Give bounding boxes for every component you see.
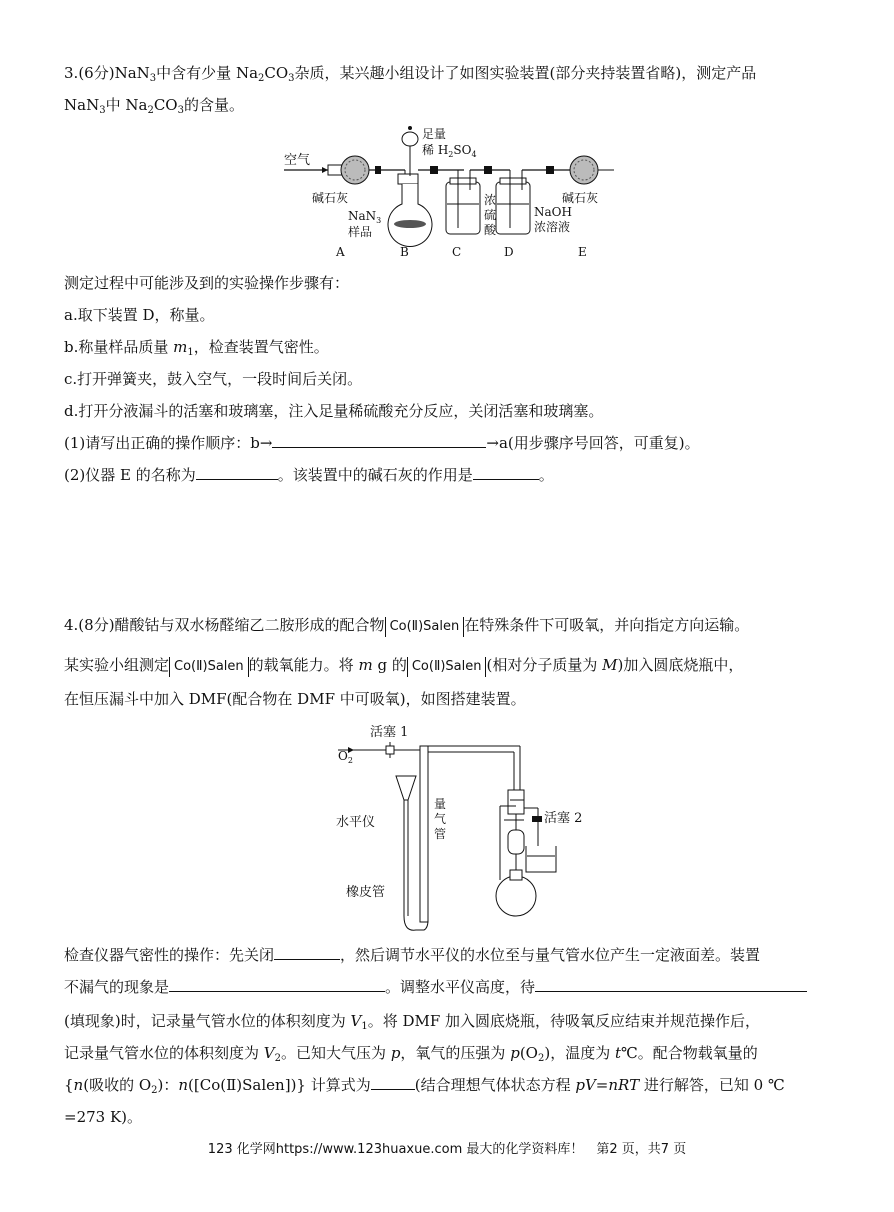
- q3-sub2: (2)仪器 E 的名称为 。该装置中的碱石灰的作用是 。: [64, 466, 554, 484]
- complex-box: Co(Ⅱ)Salen: [385, 617, 465, 637]
- answer-blank-function[interactable]: [473, 465, 539, 480]
- q3-step-b: b.称量样品质量 $m_1$，检查装置气密性。: [64, 338, 329, 358]
- q3-apparatus-figure: [270, 124, 630, 264]
- level-label: 水平仪: [336, 815, 376, 830]
- complex-box: Co(Ⅱ)Salen: [169, 657, 249, 677]
- q3-intro-line1: 3.(6分)NaN$_3$中含有少量 $Na_2CO_3$杂质，某兴趣小组设计了如图实验装置(部分夹持装置省略)，测定产品: [64, 64, 757, 84]
- q4-line1: 4.(8分)醋酸钴与双水杨醛缩乙二胺形成的配合物 Co(Ⅱ)Salen 在特殊条件下可吸氧，并向指定方向运输。: [64, 614, 749, 637]
- svg-text:稀 H2SO4: 稀 $H_2SO_4$: [422, 143, 477, 159]
- acid-label-1: 足量: [422, 127, 447, 141]
- label-e: E: [578, 245, 587, 259]
- valve2-label: 活塞 2: [544, 811, 583, 826]
- label-d: D: [504, 245, 514, 259]
- label-b: B: [400, 245, 409, 259]
- complex-box: Co(Ⅱ)Salen: [407, 657, 487, 677]
- q4-para2: 不漏气的现象是 。调整水平仪高度，待: [64, 976, 807, 998]
- naoh-label: NaOH: [534, 205, 572, 219]
- air-label: 空气: [284, 153, 311, 168]
- label-c: C: [452, 245, 462, 259]
- svg-text:硫: 硫: [484, 208, 497, 222]
- svg-text:气: 气: [434, 812, 447, 826]
- q4-para4: 记录量气管水位的体积刻度为 $V_2$。已知大气压为 p，氧气的压强为 $p(O_2)$，温度为 t℃。配合物载氧量的: [64, 1044, 758, 1064]
- q4-line3: 在恒压漏斗中加入 DMF(配合物在 DMF 中可吸氧)，如图搭建装置。: [64, 690, 526, 708]
- q4-para3: (填现象)时，记录量气管水位的体积刻度为 $V_1$。将 DMF 加入圆底烧瓶，待吸氧反应结束并规范操作后，: [64, 1012, 761, 1032]
- q3-step-a: a.取下装置 D，称量。: [64, 306, 215, 324]
- svg-text:酸: 酸: [484, 223, 497, 237]
- q4-para5: {n(吸收的 $O_2$)：n([Co(Ⅱ)Salen])} 计算式为 (结合理想气体状态方程 pV=nRT 进行解答，已知 0 ℃: [64, 1076, 785, 1096]
- answer-blank-wait[interactable]: [535, 977, 807, 992]
- answer-blank-valve[interactable]: [274, 945, 340, 960]
- q3-step-c: c.打开弹簧夹，鼓入空气，一段时间后关闭。: [64, 370, 363, 388]
- jian-e-label: 碱石灰: [562, 191, 599, 205]
- sample-label: 样品: [348, 225, 373, 239]
- answer-blank-order[interactable]: [272, 433, 486, 448]
- answer-blank-name[interactable]: [196, 465, 278, 480]
- q3-sub1: (1)请写出正确的操作顺序：b→ →a(用步骤序号回答，可重复)。: [64, 434, 700, 452]
- q4-para6: =273 K)。: [64, 1108, 143, 1126]
- q3-steps-intro: 测定过程中可能涉及到的实验操作步骤有：: [64, 274, 350, 292]
- svg-text:NaN3: NaN$_3$: [348, 209, 382, 225]
- q4-para1: 检查仪器气密性的操作：先关闭 ，然后调节水平仪的水位至与量气管水位产生一定液面差。装置: [64, 946, 761, 964]
- svg-text:浓溶液: 浓溶液: [534, 220, 571, 234]
- answer-blank-formula[interactable]: [371, 1075, 415, 1090]
- q4-apparatus-figure: [330, 720, 583, 935]
- answer-blank-phenomenon[interactable]: [169, 977, 385, 992]
- rubber-label: 橡皮管: [346, 885, 386, 900]
- conc-label-1: 浓: [484, 193, 497, 207]
- svg-text:管: 管: [434, 827, 447, 841]
- valve1-label: 活塞 1: [370, 725, 409, 740]
- jian-a-label: 碱石灰: [312, 191, 349, 205]
- q3-step-d: d.打开分液漏斗的活塞和玻璃塞，注入足量稀硫酸充分反应，关闭活塞和玻璃塞。: [64, 402, 604, 420]
- q4-line2: 某实验小组测定 Co(Ⅱ)Salen 的载氧能力。将 m g 的 Co(Ⅱ)Salen (相对分子质量为 M)加入圆底烧瓶中，: [64, 654, 743, 677]
- label-a: A: [336, 245, 345, 259]
- q3-intro-line2: NaN$_3$中 $Na_2CO_3$的含量。: [64, 96, 244, 116]
- page-footer: 123 化学网https://www.123huaxue.com 最大的化学资料库！ 第2 页，共7 页: [207, 1142, 687, 1157]
- gas-label-1: 量: [434, 797, 447, 811]
- svg-text:O2: $O_2$: [338, 749, 353, 765]
